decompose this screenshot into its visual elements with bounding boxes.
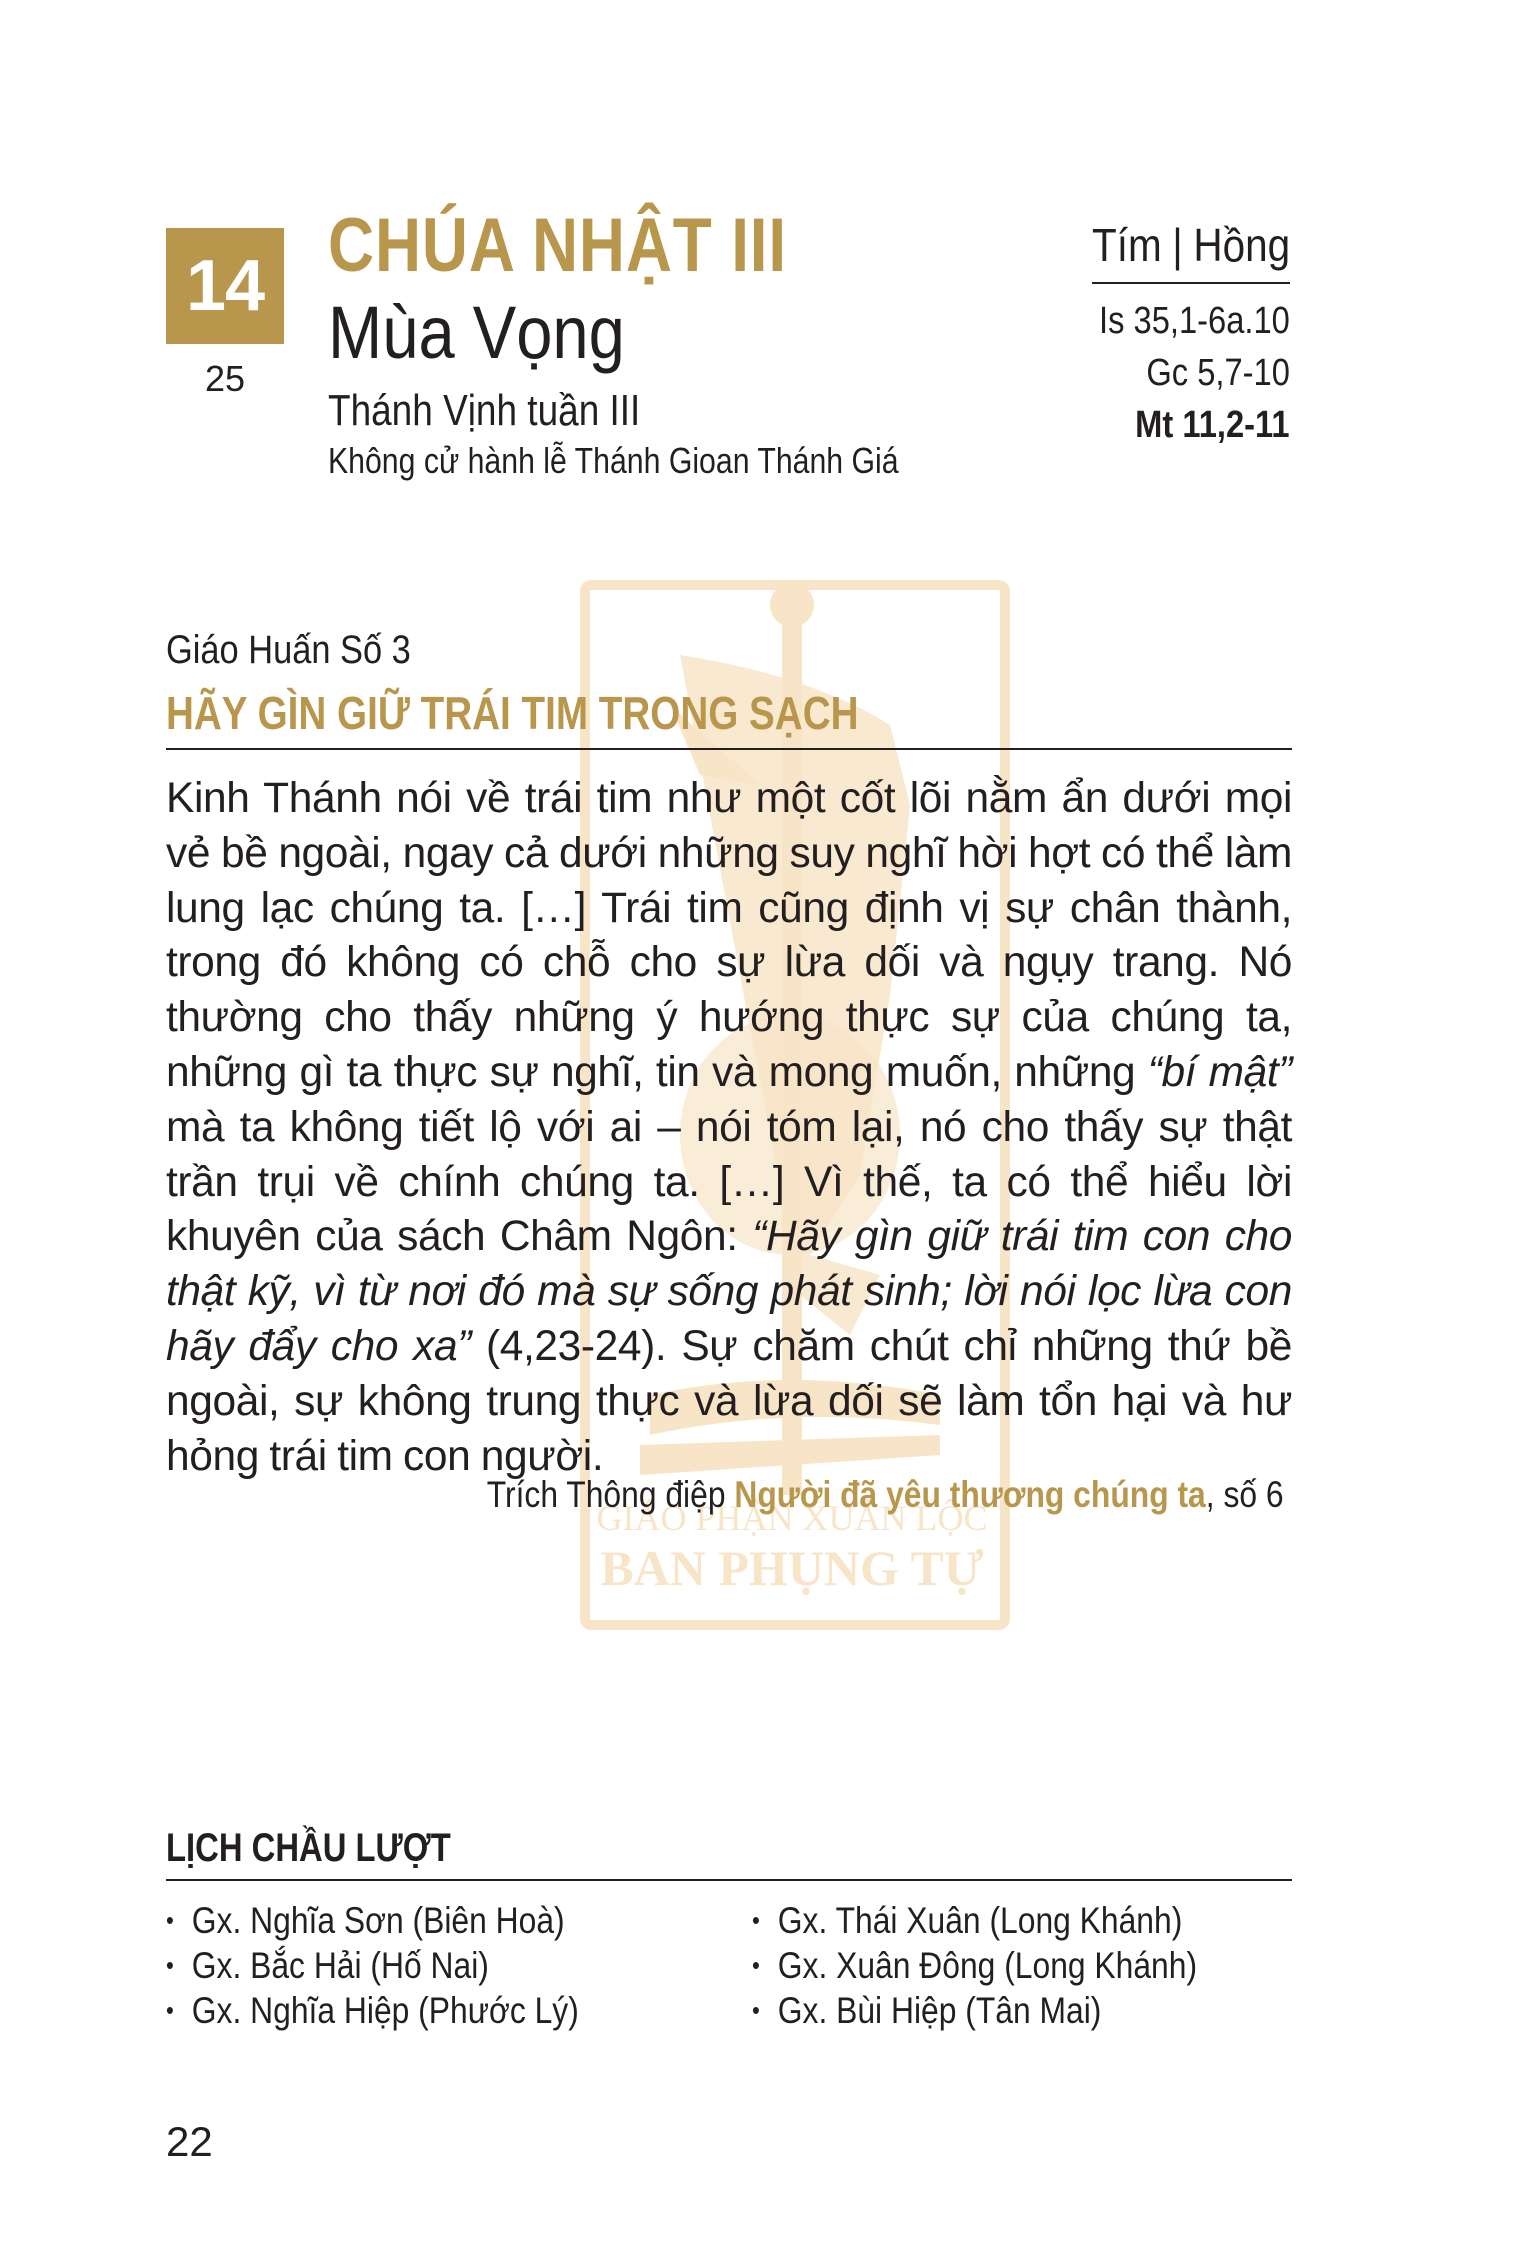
schedule-item: • Gx. Xuân Đông (Long Khánh) (752, 1943, 1197, 1988)
schedule-divider (166, 1879, 1292, 1881)
liturgical-colors (1092, 218, 1290, 284)
season-subtitle: Mùa Vọng (328, 291, 625, 374)
schedule-title: LỊCH CHẦU LƯỢT (166, 1826, 451, 1870)
celebration-note: Không cử hành lễ Thánh Gioan Thánh Giá (328, 440, 899, 481)
teaching-text-3: (4,23-24). Sự chăm chút chỉ những thứ bề ngoài, sự không trung thực và lừa dối sẽ làm tổn hại và hư hỏng trái tim con người. (166, 1322, 1292, 1480)
watermark-line1: GIÁO PHẬN XUÂN LỘC (596, 1498, 988, 1538)
teaching-title: HÃY GÌN GIỮ TRÁI TIM TRONG SẠCH (166, 687, 859, 739)
color-violet: Tím (1091, 219, 1162, 271)
source-suffix: , số 6 (1206, 1474, 1284, 1515)
schedule-column-right (752, 1898, 1197, 2033)
source-title: Người đã yêu thương chúng ta (734, 1474, 1207, 1515)
teaching-quote-secret: “bí mật” (1147, 1048, 1292, 1096)
reading-gospel: Mt 11,2-11 (1135, 404, 1290, 446)
schedule-column-left (166, 1898, 579, 2033)
schedule-item: • Gx. Bùi Hiệp (Tân Mai) (752, 1988, 1197, 2033)
teaching-label: Giáo Huấn Số 3 (166, 628, 411, 672)
color-separator: | (1172, 219, 1183, 271)
source-prefix: Trích Thông điệp (487, 1474, 735, 1515)
liturgical-day-title: CHÚA NHẬT III (328, 203, 787, 288)
reading-second: Gc 5,7-10 (1146, 352, 1290, 394)
schedule-item: • Gx. Bắc Hải (Hố Nai) (166, 1943, 579, 1988)
schedule-item: • Gx. Thái Xuân (Long Khánh) (752, 1898, 1197, 1943)
schedule-item: • Gx. Nghĩa Sơn (Biên Hoà) (166, 1898, 579, 1943)
day-subnumber: 25 (204, 358, 246, 399)
teaching-text-2: mà ta không tiết lộ với ai – nói tóm lại, nó cho thấy sự thật trần trụi về chính chúng ta. […] Vì thế, ta có thể hiểu lời khuyên của sách Châm Ngôn: (166, 1103, 1292, 1261)
psalter-week: Thánh Vịnh tuần III (328, 386, 641, 435)
watermark-line2: BAN PHỤNG TỰ (600, 1540, 984, 1596)
reading-first: Is 35,1-6a.10 (1099, 300, 1290, 342)
schedule-item: • Gx. Nghĩa Hiệp (Phước Lý) (166, 1988, 579, 2033)
teaching-text-1: Kinh Thánh nói về trái tim như một cốt lõi nằm ẩn dưới mọi vẻ bề ngoài, ngay cả dưới những suy nghĩ hời hợt có thể làm lung lạc chúng ta. […] Trái tim cũng định vị sự chân thành, trong đó không có chỗ cho sự lừa dối và ngụy trang. Nó thường cho thấy những ý hướng thực sự của chúng ta, những gì ta thực sự nghĩ, tin và mong muốn, những (166, 775, 1292, 1096)
color-rose: Hồng (1193, 219, 1290, 271)
day-number: 14 (185, 246, 265, 326)
page-number: 22 (166, 2118, 213, 2165)
day-number-box (166, 228, 284, 344)
section-divider (166, 748, 1292, 750)
teaching-source (487, 1474, 1284, 1516)
teaching-quote-proverbs: “Hãy gìn giữ trái tim con cho thật kỹ, vì từ nơi đó mà sự sống phát sinh; lời nói lọc lừa con hãy đẩy cho xa” (166, 1213, 1293, 1370)
teaching-body (166, 772, 1292, 1484)
